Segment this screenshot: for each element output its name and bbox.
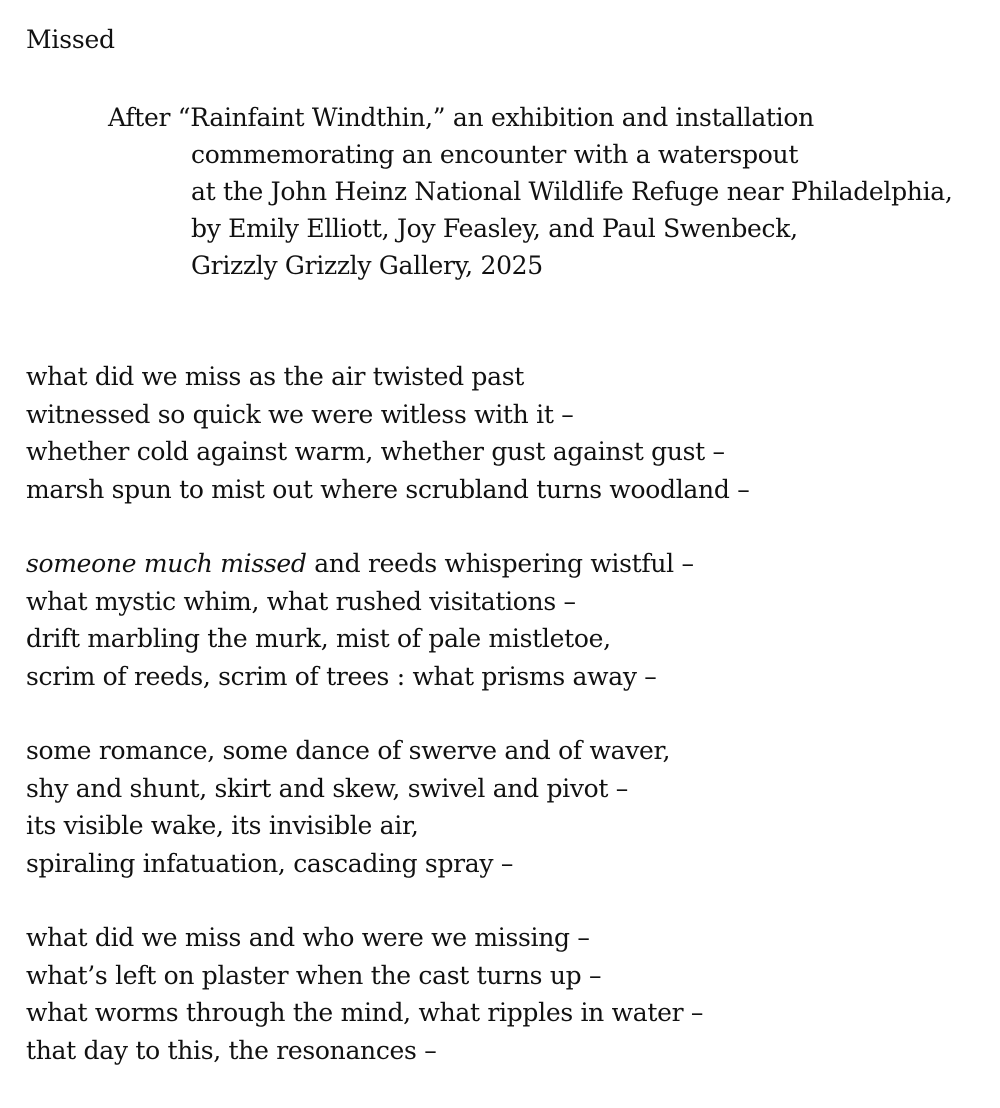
verse-line: what’s left on plaster when the cast turns up – <box>26 960 602 990</box>
verse-line: what worms through the mind, what ripples in water – <box>26 998 704 1027</box>
verse-line: some romance, some dance of swerve and of waver, <box>26 736 671 765</box>
verse-line: scrim of reeds, scrim of trees : what prisms away – <box>26 661 657 691</box>
verse-line: spiraling infatuation, cascading spray – <box>26 848 514 878</box>
verse-line-rest: and reeds whispering wistful – <box>306 549 694 578</box>
stanza-2 <box>26 545 976 695</box>
italic-phrase: someone much missed <box>26 549 307 578</box>
verse-line <box>26 545 976 583</box>
epigraph-line: by Emily Elliott, Joy Feasley, and Paul Swenbeck, <box>191 214 798 243</box>
epigraph <box>108 99 988 284</box>
stanza-4 <box>26 919 976 1069</box>
poem-body <box>26 358 976 1106</box>
epigraph-line: After “Rainfaint Windthin,” an exhibition and installation <box>108 103 814 132</box>
verse-line: what did we miss as the air twisted past <box>26 362 525 391</box>
epigraph-line: commemorating an encounter with a waterspout <box>191 140 799 169</box>
verse-line: that day to this, the resonances – <box>26 1035 437 1065</box>
verse-line: its visible wake, its invisible air, <box>26 811 419 840</box>
verse-line: drift marbling the murk, mist of pale mistletoe, <box>26 624 611 653</box>
poem-title: Missed <box>26 25 115 54</box>
verse-line: witnessed so quick we were witless with it – <box>26 399 574 429</box>
verse-line: whether cold against warm, whether gust against gust – <box>26 437 725 466</box>
verse-line: what did we miss and who were we missing – <box>26 923 590 952</box>
stanza-1 <box>26 358 976 508</box>
verse-line: marsh spun to mist out where scrubland turns woodland – <box>26 474 750 504</box>
epigraph-line: Grizzly Grizzly Gallery, 2025 <box>191 251 543 280</box>
epigraph-line: at the John Heinz National Wildlife Refuge near Philadelphia, <box>191 177 953 206</box>
verse-line: shy and shunt, skirt and skew, swivel and pivot – <box>26 773 629 803</box>
stanza-3 <box>26 732 976 882</box>
verse-line: what mystic whim, what rushed visitations – <box>26 586 576 616</box>
